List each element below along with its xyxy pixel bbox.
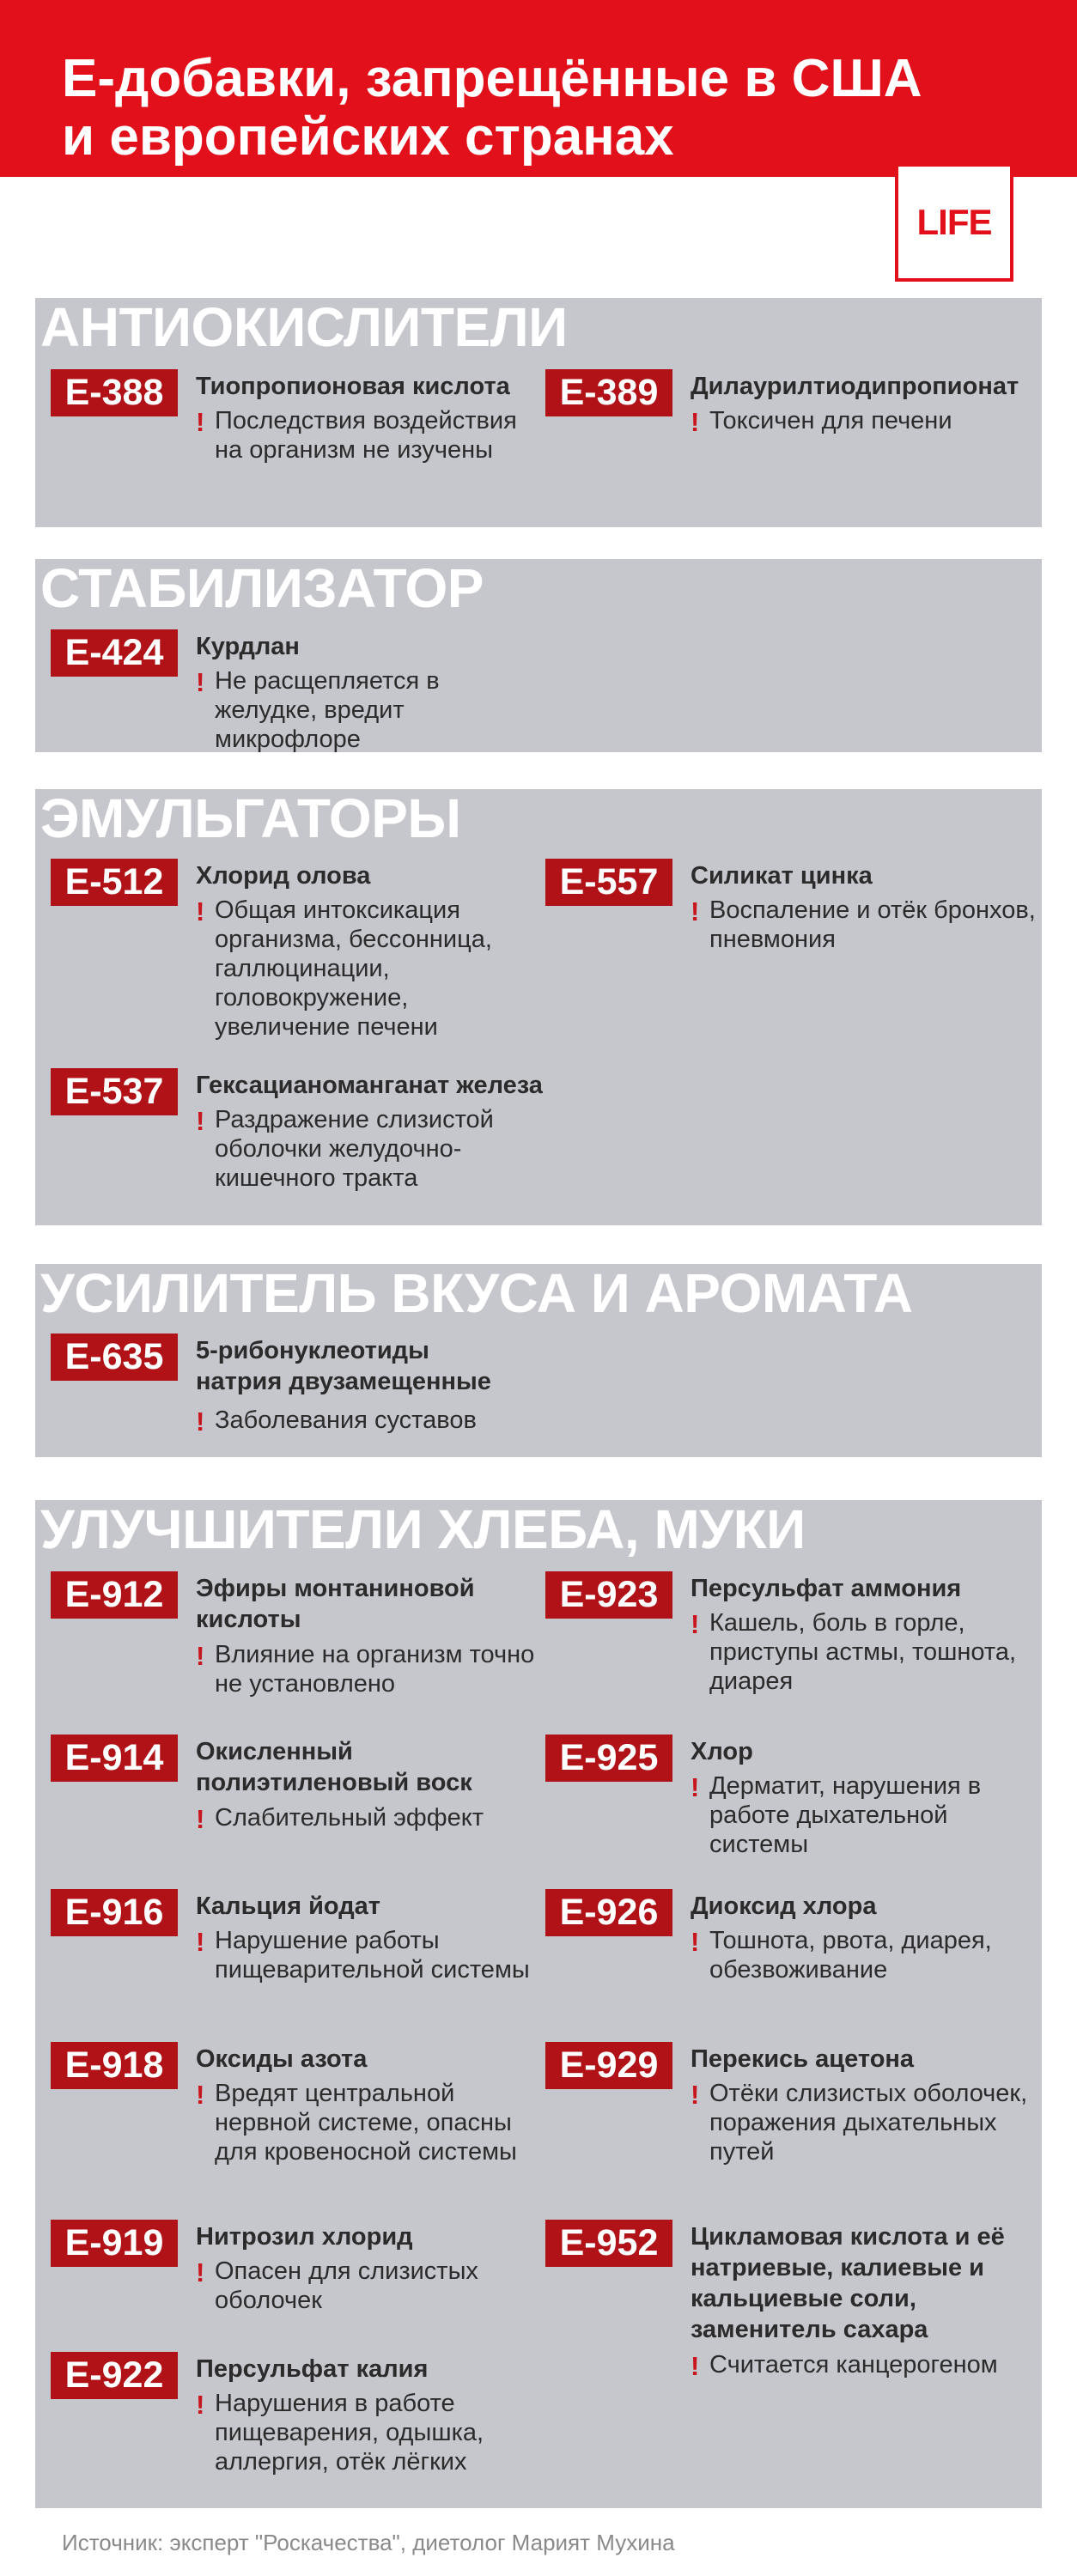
effect-text: Отёки слизистых оболочек, поражения дыхательных путей xyxy=(709,2080,1028,2166)
additive-effect xyxy=(196,2257,548,2315)
effect-text: Воспаление и отёк бронхов, пневмония xyxy=(709,896,1036,953)
title-line-1: Е-добавки, запрещённые в США xyxy=(62,49,922,108)
warning-icon: ! xyxy=(691,2351,700,2381)
additive-name: Цикламовая кислота и её натриевые, калиевые и кальциевые соли, заменитель сахара xyxy=(691,2223,1005,2343)
additive-effect xyxy=(196,666,548,754)
additive-name: Оксиды азота xyxy=(196,2045,368,2073)
warning-icon: ! xyxy=(196,896,205,927)
warning-icon: ! xyxy=(196,1804,205,1834)
additive-code: E-635 xyxy=(51,1334,178,1381)
additive-code: E-537 xyxy=(51,1068,178,1115)
additive-name: Персульфат калия xyxy=(196,2355,429,2383)
additive-code: E-926 xyxy=(545,1889,672,1936)
warning-icon: ! xyxy=(691,2080,700,2110)
warning-icon: ! xyxy=(691,1927,700,1957)
additive-name: Дилаурилтиодипропионат xyxy=(691,373,1019,400)
warning-icon: ! xyxy=(196,407,205,437)
effect-text: Общая интоксикация организма, бессонница, галлюцинации, головокружение, увеличение печени xyxy=(215,896,492,1041)
additive-code: E-912 xyxy=(51,1571,178,1619)
section-title: АНТИОКИСЛИТЕЛИ xyxy=(40,296,568,358)
effect-text: Слабительный эффект xyxy=(215,1804,484,1832)
warning-icon: ! xyxy=(196,2390,205,2420)
additive-code: E-925 xyxy=(545,1735,672,1782)
additive-name: Хлорид олова xyxy=(196,862,371,890)
additive-name: Персульфат аммония xyxy=(691,1575,962,1602)
effect-text: Опасен для слизистых оболочек xyxy=(215,2257,478,2314)
additive-name: Окисленный полиэтиленовый воск xyxy=(196,1738,472,1796)
additive-name: Диоксид хлора xyxy=(691,1893,877,1920)
section-title: СТАБИЛИЗАТОР xyxy=(40,557,484,619)
section-antioxidants xyxy=(35,298,1042,527)
additive-effect xyxy=(691,1771,1043,1859)
warning-icon: ! xyxy=(691,896,700,927)
additive-code: E-929 xyxy=(545,2042,672,2089)
additive-name: Силикат цинка xyxy=(691,862,873,890)
effect-text: Нарушение работы пищеварительной системы xyxy=(215,1927,530,1984)
additive-effect xyxy=(196,1105,548,1193)
additive-code: E-388 xyxy=(51,369,178,416)
additive-effect xyxy=(196,2389,548,2476)
section-title: УСИЛИТЕЛЬ ВКУСА И АРОМАТА xyxy=(40,1262,913,1324)
warning-icon: ! xyxy=(196,1927,205,1957)
warning-icon: ! xyxy=(196,1641,205,1671)
warning-icon: ! xyxy=(196,2257,205,2287)
page-title xyxy=(62,50,989,167)
warning-icon: ! xyxy=(196,1406,205,1437)
additive-effect xyxy=(691,2079,1043,2166)
additive-effect xyxy=(691,1608,1043,1696)
effect-text: Влияние на организм точно не установлено xyxy=(215,1641,535,1698)
section-flavor-enhancer xyxy=(35,1264,1042,1457)
effect-text: Вредят центральной нервной системе, опасны для кровеносной системы xyxy=(215,2080,517,2166)
additive-name: Гексацианоманганат железа xyxy=(196,1072,543,1099)
effect-text: Раздражение слизистой оболочки желудочно-кишечного тракта xyxy=(215,1106,494,1192)
additive-code: E-389 xyxy=(545,369,672,416)
additive-name: 5-рибонуклеотиды натрия двузамещенные xyxy=(196,1337,491,1395)
header-banner xyxy=(0,0,1077,177)
additive-effect xyxy=(691,406,1043,435)
additive-effect xyxy=(691,2350,1043,2379)
additive-code: E-918 xyxy=(51,2042,178,2089)
warning-icon: ! xyxy=(691,1772,700,1802)
additive-code: E-919 xyxy=(51,2220,178,2267)
source-footnote: Источник: эксперт "Роскачества", диетолог Марият Мухина xyxy=(62,2530,675,2555)
additive-name: Эфиры монтаниновой кислоты xyxy=(196,1575,475,1633)
effect-text: Нарушения в работе пищеварения, одышка, аллергия, отёк лёгких xyxy=(215,2390,484,2476)
additive-code: E-557 xyxy=(545,859,672,906)
additive-name: Тиопропионовая кислота xyxy=(196,373,510,400)
section-title: ЭМУЛЬГАТОРЫ xyxy=(40,787,461,849)
effect-text: Токсичен для печени xyxy=(709,407,952,434)
warning-icon: ! xyxy=(691,407,700,437)
additive-code: E-512 xyxy=(51,859,178,906)
section-stabilizer xyxy=(35,559,1042,752)
additive-code: E-922 xyxy=(51,2352,178,2399)
additive-name: Нитрозил хлорид xyxy=(196,2223,413,2251)
additive-effect xyxy=(196,1640,548,1698)
additive-effect xyxy=(196,2079,548,2166)
additive-code: E-424 xyxy=(51,629,178,677)
section-title: УЛУЧШИТЕЛИ ХЛЕБА, МУКИ xyxy=(40,1498,806,1560)
effect-text: Дерматит, нарушения в работе дыхательной системы xyxy=(709,1772,982,1858)
additive-code: E-916 xyxy=(51,1889,178,1936)
additive-effect xyxy=(691,896,1043,954)
additive-name: Хлор xyxy=(691,1738,753,1765)
additive-effect xyxy=(691,1926,1043,1984)
additive-name: Перекись ацетона xyxy=(691,2045,915,2073)
effect-text: Тошнота, рвота, диарея, обезвоживание xyxy=(709,1927,992,1984)
effect-text: Кашель, боль в горле, приступы астмы, тошнота, диарея xyxy=(709,1609,1017,1695)
warning-icon: ! xyxy=(196,2080,205,2110)
additive-effect xyxy=(196,896,548,1042)
additive-effect xyxy=(196,406,548,465)
title-line-2: и европейских странах xyxy=(62,107,674,167)
life-logo: LIFE xyxy=(895,163,1013,282)
effect-text: Последствия воздействия на организм не изучены xyxy=(215,407,517,464)
effect-text: Считается канцерогеном xyxy=(709,2351,998,2379)
additive-effect xyxy=(196,1926,548,1984)
additive-effect xyxy=(196,1406,548,1435)
warning-icon: ! xyxy=(691,1609,700,1639)
effect-text: Не расщепляется в желудке, вредит микрофлоре xyxy=(215,667,440,753)
effect-text: Заболевания суставов xyxy=(215,1406,477,1434)
additive-effect xyxy=(196,1803,548,1832)
warning-icon: ! xyxy=(196,1106,205,1136)
section-emulsifiers xyxy=(35,789,1042,1225)
additive-code: E-914 xyxy=(51,1735,178,1782)
additive-name: Кальция йодат xyxy=(196,1893,380,1920)
section-bread-improvers xyxy=(35,1500,1042,2508)
warning-icon: ! xyxy=(196,667,205,697)
additive-code: E-923 xyxy=(545,1571,672,1619)
additive-name: Курдлан xyxy=(196,633,300,660)
additive-code: E-952 xyxy=(545,2220,672,2267)
